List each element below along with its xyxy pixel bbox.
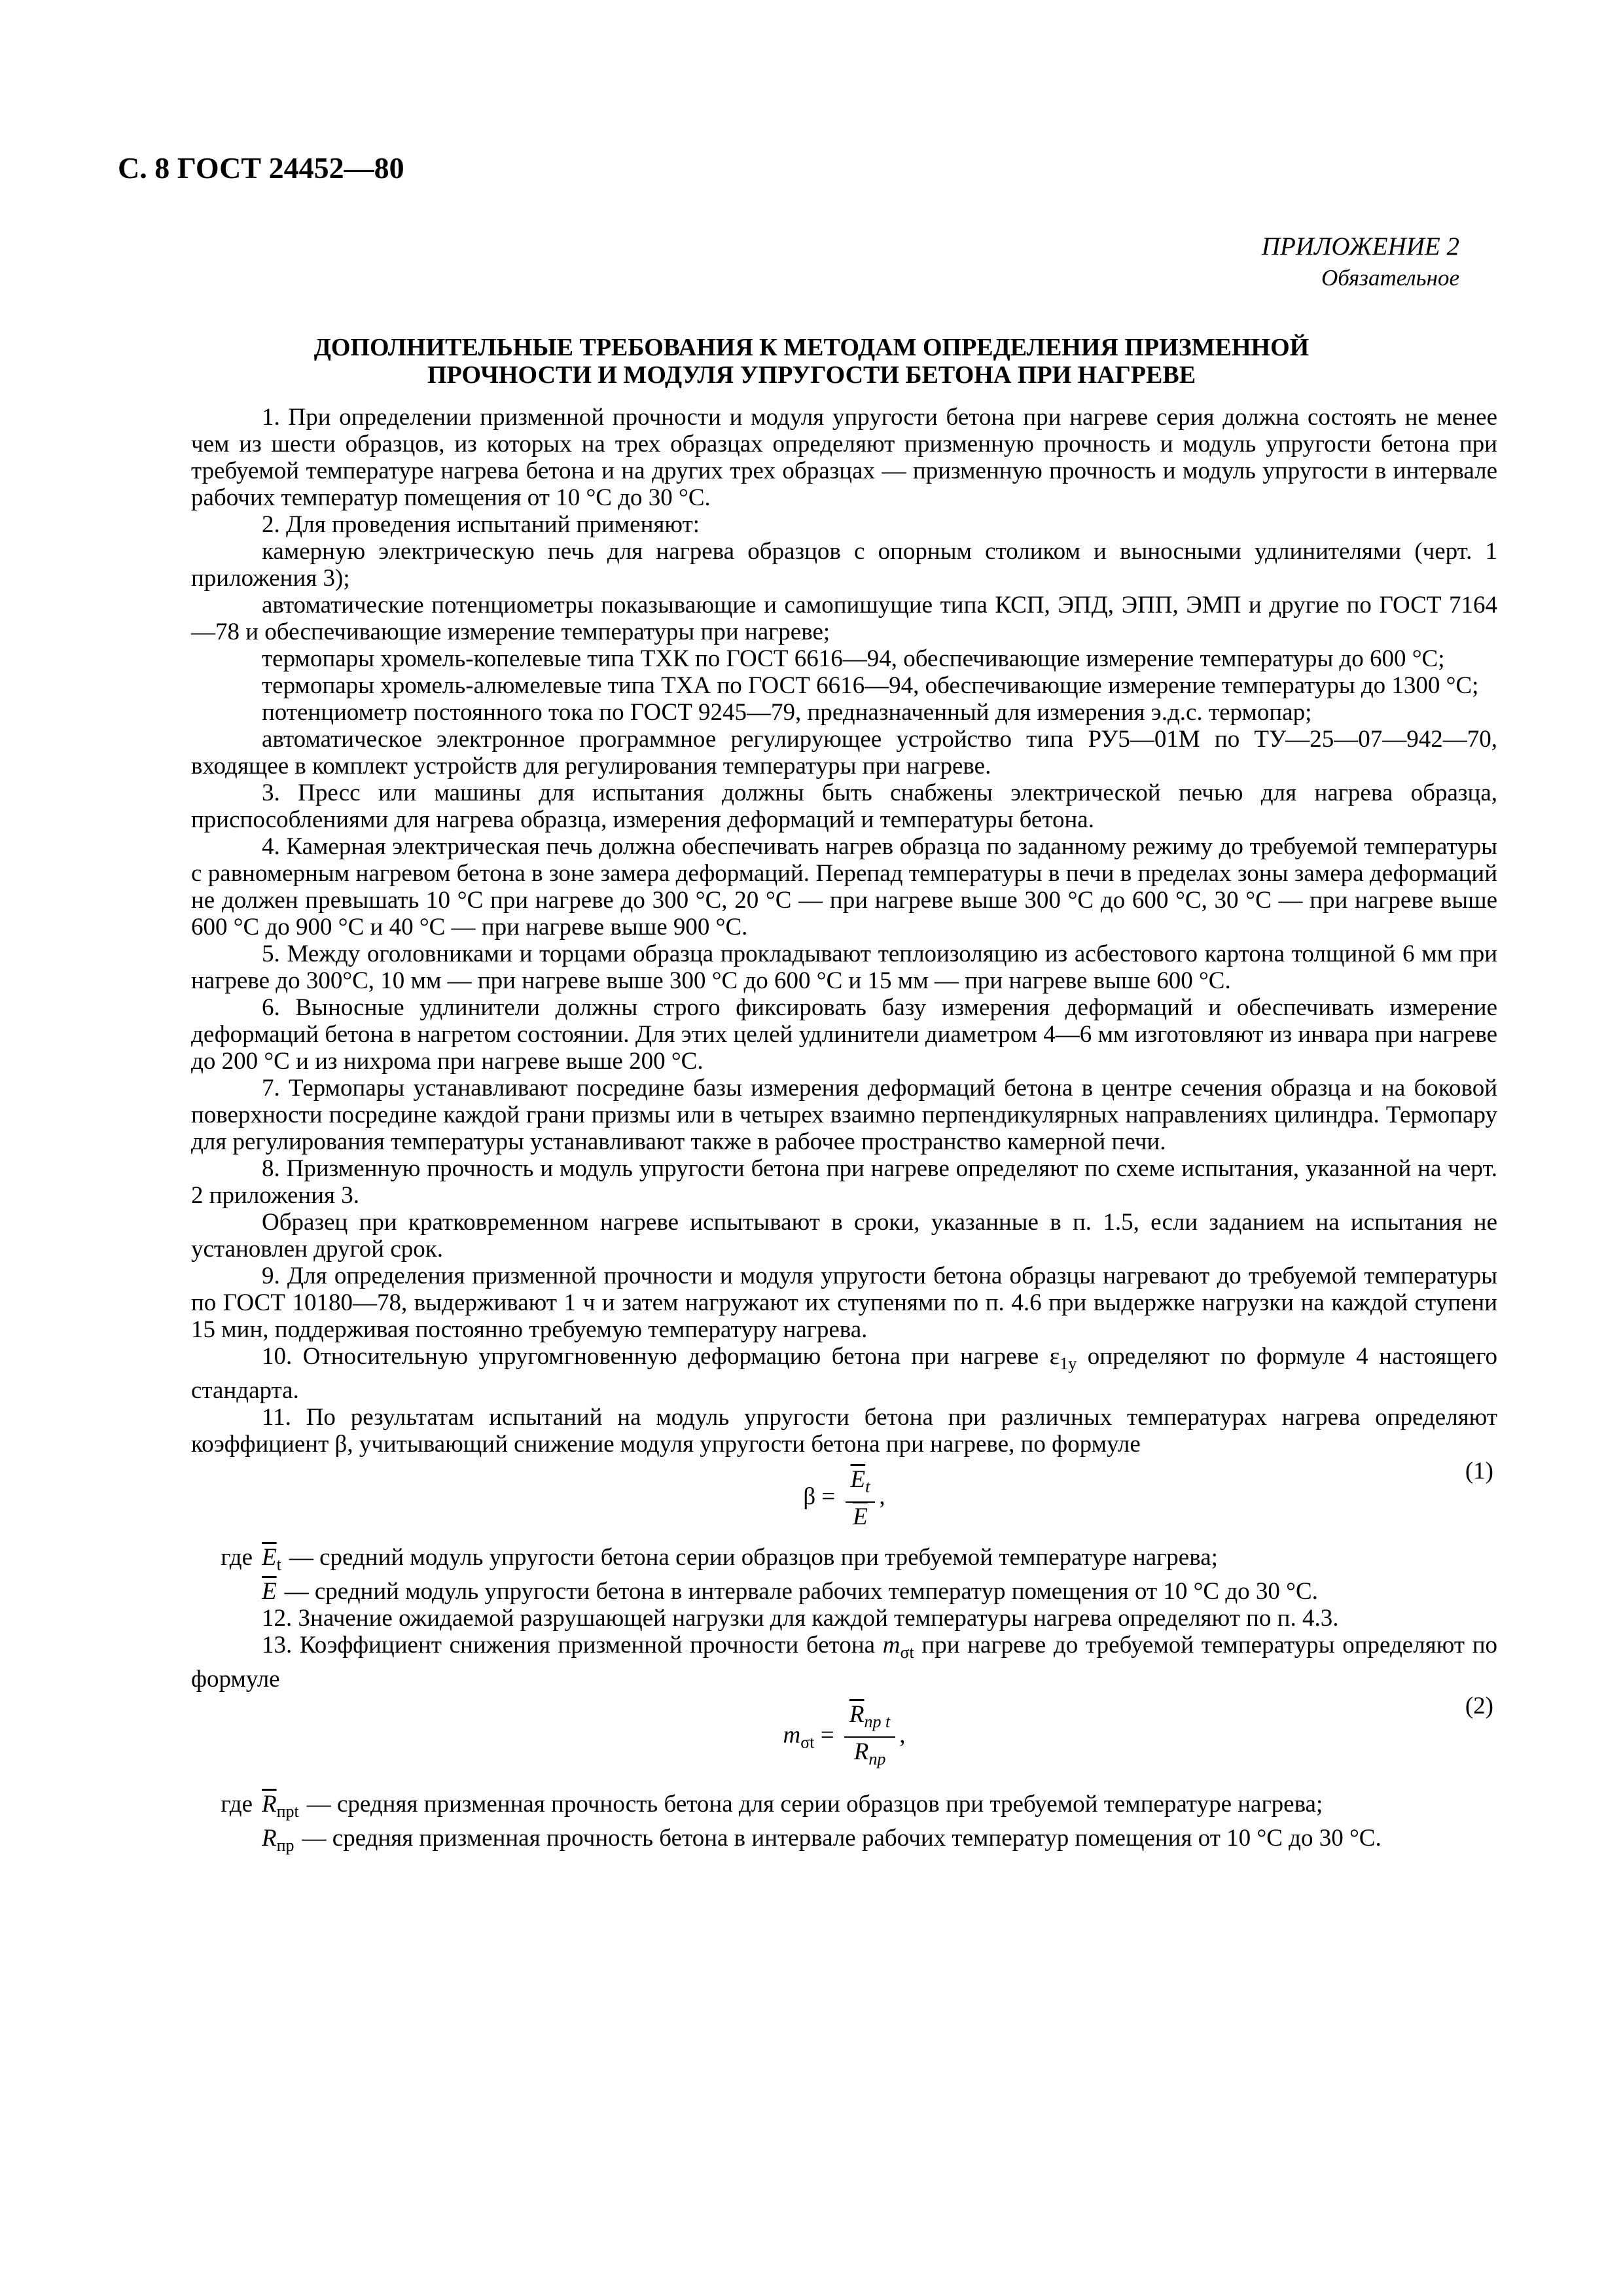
legend-symbol-et: $\overline{E}$ bbox=[262, 1544, 277, 1571]
paragraph-2-item-furnace: камерную электрическую печь для нагрева образцов с опорным столиком и выносными удлинителями (черт. 1 приложения 3); bbox=[191, 538, 1497, 592]
paragraph-7: 7. Термопары устанавливают посредине базы измерения деформаций бетона в центре сечения образца и на боковой поверхности посредине каждой грани призмы или в четырех взаимно перпендикулярных направлениях цилиндра. Термопару для регулирования температуры устанавливают также в рабочее пространство камерной печи. bbox=[191, 1075, 1497, 1155]
document-body bbox=[191, 404, 1497, 1859]
formula-2-numerator-sub: пр t bbox=[864, 1712, 891, 1731]
formula-2-fraction bbox=[844, 1700, 895, 1774]
paragraph-10-text-a: 10. Относительную упругомгновенную деформацию бетона при нагреве ε bbox=[262, 1343, 1060, 1370]
paragraph-6: 6. Выносные удлинители должны строго фиксировать базу измерения деформаций и обеспечивать измерение деформаций бетона в нагретом состоянии. Для этих целей удлинители диаметром 4—6 мм изготовляют из инвара при нагреве до 200 °С и из нихрома при нагреве выше 200 °С. bbox=[191, 994, 1497, 1075]
paragraph-13 bbox=[191, 1632, 1497, 1693]
legend-def-e: — средний модуль упругости бетона в интервале рабочих температур помещения от 10 °С до 30 °С. bbox=[284, 1578, 1318, 1605]
legend-symbol-e: $\overline{E}$ bbox=[262, 1578, 277, 1605]
formula-2-legend-row-2 bbox=[191, 1825, 1497, 1859]
legend2-symbol-rpr-sub: пр bbox=[276, 1836, 294, 1855]
legend2-def-rprt: — средняя призменная прочность бетона для серии образцов при требуемой температуре нагрева; bbox=[306, 1791, 1323, 1818]
section-title bbox=[190, 334, 1433, 389]
page-header: С. 8 ГОСТ 24452—80 bbox=[118, 151, 404, 185]
formula-2-tail: , bbox=[899, 1721, 906, 1749]
formula-1-lhs: β = bbox=[803, 1482, 836, 1510]
paragraph-13-text-a: 13. Коэффициент снижения призменной прочности бетона bbox=[262, 1632, 883, 1659]
formula-2-lhs: m bbox=[783, 1721, 801, 1749]
paragraph-13-text-b: при нагреве до требуемой температуры определяют по формуле bbox=[191, 1632, 1497, 1693]
formula-2-legend-row-1 bbox=[191, 1791, 1497, 1825]
legend-def-et: — средний модуль упругости бетона серии образцов при требуемой температуре нагрева; bbox=[289, 1544, 1218, 1571]
appendix-number: ПРИЛОЖЕНИЕ 2 bbox=[1261, 232, 1459, 260]
formula-1-denominator: E bbox=[853, 1503, 868, 1530]
paragraph-12: 12. Значение ожидаемой разрушающей нагрузки для каждой температуры нагрева определяют по п. 4.3. bbox=[262, 1605, 1339, 1632]
paragraph-10-text-b: определяют по формуле 4 настоящего стандарта. bbox=[191, 1343, 1497, 1404]
formula-2-denominator: R bbox=[853, 1738, 869, 1765]
legend2-symbol-rpr: R bbox=[262, 1825, 277, 1852]
formula-1-numerator-sub: t bbox=[865, 1477, 870, 1496]
paragraph-2-item-dc-potentiometer: потенциометр постоянного тока по ГОСТ 9245—79, предназначенный для измерения э.д.с. термопар; bbox=[262, 699, 1312, 726]
title-line-1: ДОПОЛНИТЕЛЬНЫЕ ТРЕБОВАНИЯ К МЕТОДАМ ОПРЕДЕЛЕНИЯ ПРИЗМЕННОЙ bbox=[313, 334, 1310, 361]
paragraph-13-symbol-sub: σt bbox=[900, 1643, 914, 1662]
formula-2-numerator: $\overline{R}$ bbox=[849, 1701, 865, 1728]
legend-symbol-et-sub: t bbox=[276, 1555, 281, 1574]
formula-1-legend bbox=[191, 1544, 1497, 1605]
legend2-where-label: где bbox=[221, 1791, 253, 1818]
paragraph-3: 3. Пресс или машины для испытания должны быть снабжены электрической печью для нагрева образца, приспособлениями для нагрева образца, измерения деформаций и температуры бетона. bbox=[191, 780, 1497, 833]
formula-1-legend-row-1 bbox=[191, 1544, 1497, 1578]
formula-1-numerator: $\overline{E}$ bbox=[850, 1466, 866, 1493]
legend2-symbol-rprt: $\overline{R}$ bbox=[262, 1791, 277, 1818]
formula-2-equals: = bbox=[820, 1721, 834, 1749]
paragraph-2: 2. Для проведения испытаний применяют: bbox=[262, 511, 700, 538]
formula-1 bbox=[191, 1458, 1497, 1544]
formula-2-denominator-sub: пр bbox=[868, 1749, 886, 1768]
formula-1-legend-row-2 bbox=[191, 1578, 1497, 1605]
formula-2-legend bbox=[191, 1791, 1497, 1859]
formula-1-tail: , bbox=[879, 1482, 885, 1510]
paragraph-8: 8. Призменную прочность и модуль упругости бетона при нагреве определяют по схеме испытания, указанной на черт. 2 приложения 3. bbox=[191, 1155, 1497, 1209]
paragraph-5: 5. Между оголовниками и торцами образца прокладывают теплоизоляцию из асбестового картона толщиной 6 мм при нагреве до 300°С, 10 мм — при нагреве выше 300 °С до 600 °С и 15 мм — при нагреве выше 600 °С. bbox=[191, 941, 1497, 994]
formula-1-number: (1) bbox=[1465, 1458, 1493, 1484]
formula-2-lhs-sub: σt bbox=[800, 1732, 815, 1752]
paragraph-2-item-txa: термопары хромель-алюмелевые типа ТХА по ГОСТ 6616—94, обеспечивающие измерение температуры до 1300 °С; bbox=[262, 672, 1479, 699]
legend-where-label: где bbox=[221, 1544, 253, 1571]
appendix-label bbox=[1262, 230, 1459, 293]
formula-2 bbox=[191, 1693, 1497, 1791]
paragraph-13-symbol: m bbox=[882, 1632, 901, 1659]
paragraph-1: 1. При определении призменной прочности и модуля упругости бетона при нагреве серия должна состоять не менее чем из шести образцов, из которых на трех образцах определяют призменную прочность и модуль упругости бетона при требуемой температуре нагрева бетона и на других трех образцах — призменную прочность и модуль упругости в интервале рабочих температур помещения от 10 °С до 30 °С. bbox=[191, 404, 1497, 511]
paragraph-9: 9. Для определения призменной прочности и модуля упругости бетона образцы нагревают до требуемой температуры по ГОСТ 10180—78, выдерживают 1 ч и затем нагружают их ступенями по п. 4.6 при выдержке нагрузки на каждой ступени 15 мин, поддерживая постоянно требуемую температуру нагрева. bbox=[191, 1263, 1497, 1343]
legend2-symbol-rprt-sub: прt bbox=[276, 1802, 299, 1821]
paragraph-10 bbox=[191, 1343, 1497, 1404]
legend2-def-rpr: — средняя призменная прочность бетона в интервале рабочих температур помещения от 10 °С до 30 °С. bbox=[302, 1825, 1382, 1852]
paragraph-11: 11. По результатам испытаний на модуль упругости бетона при различных температурах нагрева определяют коэффициент β, учитывающий снижение модуля упругости бетона при нагреве, по формуле bbox=[191, 1404, 1497, 1458]
formula-2-number: (2) bbox=[1465, 1693, 1493, 1719]
paragraph-4: 4. Камерная электрическая печь должна обеспечивать нагрев образца по заданному режиму до требуемой температуры с равномерным нагревом бетона в зоне замера деформаций. Перепад температуры в печи в пределах зоны замера деформаций не должен превышать 10 °С при нагреве до 300 °С, 20 °С — при нагреве выше 300 °С до 600 °С, 30 °С — при нагреве выше 600 °С до 900 °С и 40 °С — при нагреве выше 900 °С. bbox=[191, 833, 1497, 941]
paragraph-2-item-potentiometers: автоматические потенциометры показывающие и самопишущие типа КСП, ЭПД, ЭПП, ЭМП и другие по ГОСТ 7164—78 и обеспечивающие измерение температуры при нагреве; bbox=[191, 592, 1497, 645]
paragraph-8-note: Образец при кратковременном нагреве испытывают в сроки, указанные в п. 1.5, если заданием на испытания не установлен другой срок. bbox=[191, 1209, 1497, 1263]
paragraph-2-item-txk: термопары хромель-копелевые типа ТХК по ГОСТ 6616—94, обеспечивающие измерение температуры до 600 °С; bbox=[262, 645, 1445, 672]
paragraph-2-item-regulator: автоматическое электронное программное регулирующее устройство типа РУ5—01М по ТУ—25—07—942—70, входящее в комплект устройств для регулирования температуры при нагреве. bbox=[191, 726, 1497, 780]
paragraph-10-subscript: 1y bbox=[1060, 1354, 1077, 1373]
title-line-2: ПРОЧНОСТИ И МОДУЛЯ УПРУГОСТИ БЕТОНА ПРИ НАГРЕВЕ bbox=[427, 361, 1196, 389]
formula-1-fraction bbox=[846, 1465, 876, 1532]
appendix-status: Обязательное bbox=[1321, 265, 1459, 291]
